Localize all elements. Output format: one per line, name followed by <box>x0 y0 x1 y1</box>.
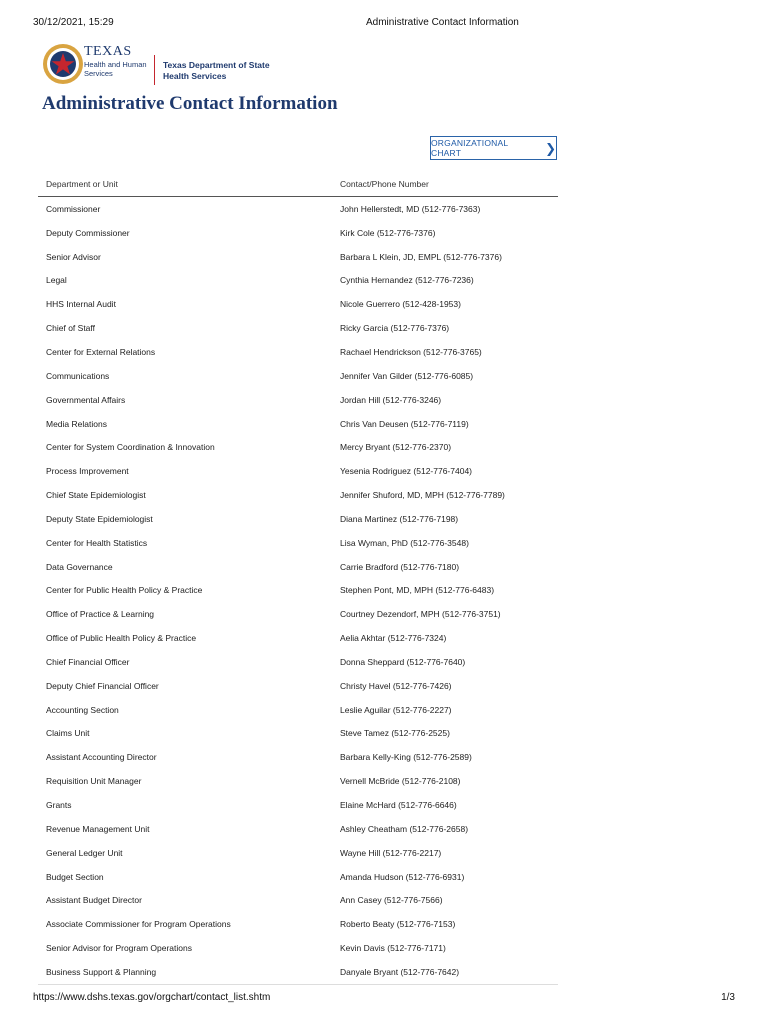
contact-cell: Danyale Bryant (512-776-7642) <box>340 966 460 977</box>
contact-cell: Ann Casey (512-776-7566) <box>340 895 443 906</box>
table-row <box>38 817 558 841</box>
table-row <box>38 531 558 555</box>
department-cell: Assistant Accounting Director <box>46 752 157 763</box>
contact-cell: Jordan Hill (512-776-3246) <box>340 394 442 405</box>
table-row <box>38 483 558 507</box>
table-row <box>38 555 558 579</box>
department-cell: Process Improvement <box>46 466 129 477</box>
table-row <box>38 602 558 626</box>
print-timestamp: 30/12/2021, 15:29 <box>33 17 114 28</box>
department-cell: Senior Advisor for Program Operations <box>46 943 192 954</box>
table-header-row <box>38 172 558 197</box>
department-cell: Media Relations <box>46 418 107 429</box>
table-row <box>38 841 558 865</box>
table-row <box>38 269 558 293</box>
chevron-right-icon: ❯ <box>545 140 556 156</box>
texas-hhs-logo[interactable] <box>42 43 272 89</box>
table-row <box>38 340 558 364</box>
contact-cell: Kevin Davis (512-776-7171) <box>340 943 446 954</box>
table-row <box>38 197 558 221</box>
department-cell: Senior Advisor <box>46 251 101 262</box>
department-cell: Chief Financial Officer <box>46 656 130 667</box>
department-cell: Grants <box>46 800 72 811</box>
contact-cell: Diana Martinez (512-776-7198) <box>340 513 459 524</box>
contacts-table <box>38 172 558 984</box>
contact-cell: Yesenia Rodriguez (512-776-7404) <box>340 466 472 477</box>
logo-dshs-text: Texas Department of State Health Services <box>163 60 270 81</box>
contact-cell: Leslie Aguilar (512-776-2227) <box>340 704 452 715</box>
table-row <box>38 388 558 412</box>
table-row <box>38 936 558 960</box>
department-cell: Legal <box>46 275 67 286</box>
department-cell: Requisition Unit Manager <box>46 776 142 787</box>
table-row <box>38 722 558 746</box>
contact-cell: Roberto Beaty (512-776-7153) <box>340 919 456 930</box>
organizational-chart-button[interactable] <box>430 136 557 160</box>
table-row <box>38 579 558 603</box>
contact-cell: Lisa Wyman, PhD (512-776-3548) <box>340 537 469 548</box>
department-cell: Assistant Budget Director <box>46 895 142 906</box>
table-row <box>38 745 558 769</box>
contact-cell: Courtney Dezendorf, MPH (512-776-3751) <box>340 609 501 620</box>
print-page-number: 1/3 <box>721 992 735 1003</box>
logo-texas-text: TEXAS <box>84 44 132 59</box>
department-cell: HHS Internal Audit <box>46 299 116 310</box>
department-cell: Center for System Coordination & Innovation <box>46 442 215 453</box>
department-cell: Deputy State Epidemiologist <box>46 513 153 524</box>
department-cell: Center for Public Health Policy & Practice <box>46 585 203 596</box>
table-row <box>38 888 558 912</box>
department-cell: Claims Unit <box>46 728 90 739</box>
contact-cell: Christy Havel (512-776-7426) <box>340 680 452 691</box>
contact-cell: Cynthia Hernandez (512-776-7236) <box>340 275 474 286</box>
department-cell: Commissioner <box>46 203 101 214</box>
column-header-contact: Contact/Phone Number <box>332 172 558 197</box>
table-row <box>38 412 558 436</box>
contact-cell: Barbara L Klein, JD, EMPL (512-776-7376) <box>340 251 502 262</box>
column-header-department: Department or Unit <box>38 172 332 197</box>
department-cell: Budget Section <box>46 871 104 882</box>
contact-cell: Mercy Bryant (512-776-2370) <box>340 442 452 453</box>
contact-cell: Ricky Garcia (512-776-7376) <box>340 323 450 334</box>
contact-cell: Barbara Kelly-King (512-776-2589) <box>340 752 472 763</box>
contact-cell: Rachael Hendrickson (512-776-3765) <box>340 346 482 357</box>
department-cell: Business Support & Planning <box>46 966 157 977</box>
contact-cell: Kirk Cole (512-776-7376) <box>340 227 436 238</box>
print-url: https://www.dshs.texas.gov/orgchart/contact_list.shtm <box>33 992 271 1003</box>
department-cell: Data Governance <box>46 561 113 572</box>
contact-cell: Ashley Cheatham (512-776-2658) <box>340 823 469 834</box>
contact-cell: Carrie Bradford (512-776-7180) <box>340 561 460 572</box>
contact-cell: Jennifer Van Gilder (512-776-6085) <box>340 370 474 381</box>
logo-hhs-text: Health and Human Services <box>84 60 147 78</box>
table-row <box>38 459 558 483</box>
table-row <box>38 793 558 817</box>
department-cell: Center for External Relations <box>46 346 156 357</box>
department-cell: Communications <box>46 370 110 381</box>
contact-cell: Aelia Akhtar (512-776-7324) <box>340 633 447 644</box>
organizational-chart-label: ORGANIZATIONAL CHART <box>431 138 508 158</box>
table-row <box>38 292 558 316</box>
contact-cell: Elaine McHard (512-776-6646) <box>340 800 457 811</box>
table-row <box>38 435 558 459</box>
department-cell: Office of Public Health Policy & Practice <box>46 633 197 644</box>
table-row <box>38 507 558 531</box>
table-row <box>38 650 558 674</box>
table-row <box>38 316 558 340</box>
department-cell: Governmental Affairs <box>46 394 126 405</box>
table-bottom-divider <box>38 984 558 985</box>
contact-cell: Nicole Guerrero (512-428-1953) <box>340 299 461 310</box>
print-page-title: Administrative Contact Information <box>366 17 519 28</box>
contact-cell: Chris Van Deusen (512-776-7119) <box>340 418 469 429</box>
department-cell: Chief State Epidemiologist <box>46 490 146 501</box>
table-row <box>38 221 558 245</box>
department-cell: Office of Practice & Learning <box>46 609 155 620</box>
print-header <box>0 17 768 31</box>
department-cell: Deputy Chief Financial Officer <box>46 680 159 691</box>
department-cell: Revenue Management Unit <box>46 823 150 834</box>
table-row <box>38 245 558 269</box>
texas-seal-icon <box>42 43 84 85</box>
department-cell: Accounting Section <box>46 704 119 715</box>
contact-cell: John Hellerstedt, MD (512-776-7363) <box>340 203 481 214</box>
contact-cell: Amanda Hudson (512-776-6931) <box>340 871 465 882</box>
department-cell: Deputy Commissioner <box>46 227 130 238</box>
department-cell: General Ledger Unit <box>46 847 123 858</box>
table-row <box>38 364 558 388</box>
table-row <box>38 769 558 793</box>
table-row <box>38 960 558 984</box>
contact-cell: Jennifer Shuford, MD, MPH (512-776-7789) <box>340 490 505 501</box>
table-row <box>38 626 558 650</box>
page-title: Administrative Contact Information <box>42 93 338 114</box>
table-row <box>38 698 558 722</box>
contact-cell: Vernell McBride (512-776-2108) <box>340 776 461 787</box>
department-cell: Center for Health Statistics <box>46 537 148 548</box>
logo-divider <box>154 55 155 85</box>
table-row <box>38 865 558 889</box>
contact-cell: Donna Sheppard (512-776-7640) <box>340 656 466 667</box>
contact-cell: Steve Tamez (512-776-2525) <box>340 728 450 739</box>
table-row <box>38 674 558 698</box>
department-cell: Associate Commissioner for Program Operations <box>46 919 231 930</box>
department-cell: Chief of Staff <box>46 323 95 334</box>
contact-cell: Stephen Pont, MD, MPH (512-776-6483) <box>340 585 495 596</box>
table-row <box>38 912 558 936</box>
contact-cell: Wayne Hill (512-776-2217) <box>340 847 442 858</box>
